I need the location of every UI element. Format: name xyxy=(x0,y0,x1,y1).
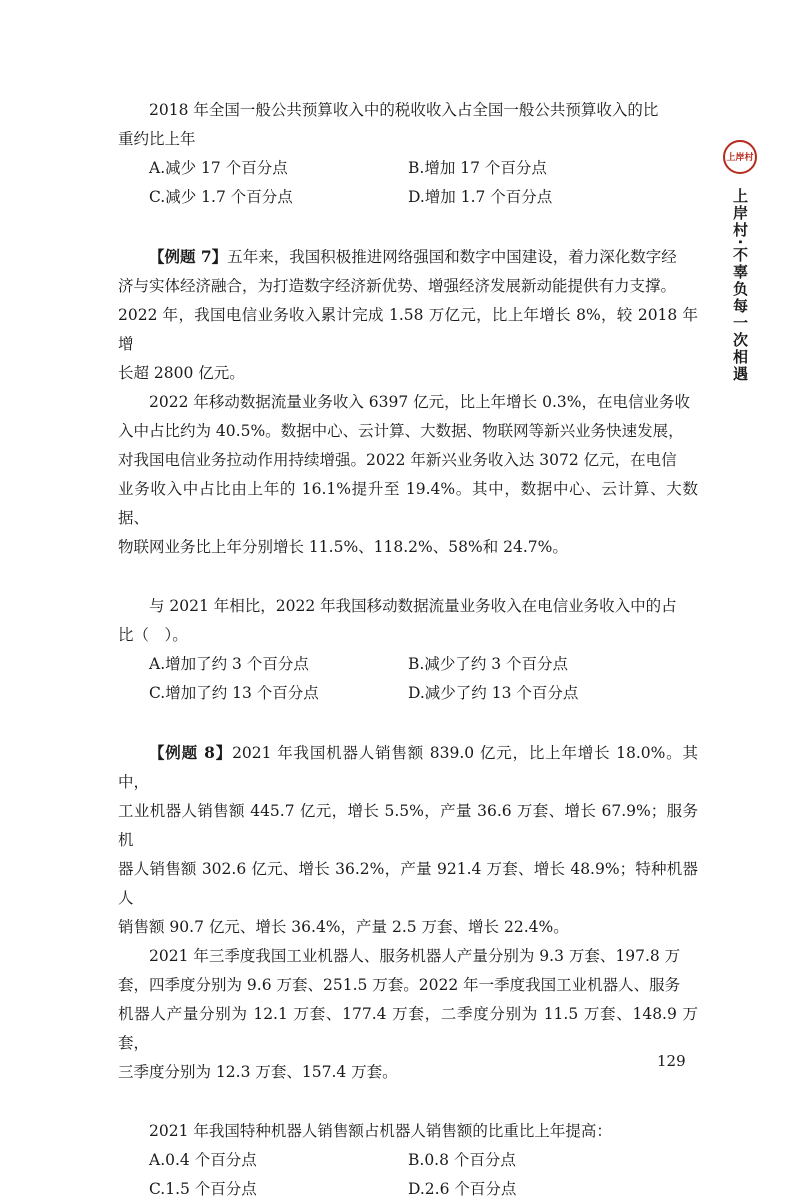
example-paragraph-line: 工业机器人销售额 445.7 亿元，增长 5.5%，产量 36.6 万套、增长 67.9%；服务机 xyxy=(118,802,698,849)
option-d: D.减少了约 13 个百分点 xyxy=(408,684,579,702)
question-2 xyxy=(118,592,698,708)
option-a: A.减少 17 个百分点 xyxy=(149,159,288,177)
example-paragraph-line: 入中占比约为 40.5%。数据中心、云计算、大数据、物联网等新兴业务快速发展， xyxy=(118,422,684,440)
example-paragraph-line xyxy=(118,738,698,797)
answer-options xyxy=(118,1146,698,1204)
example-paragraph-line: 长超 2800 亿元。 xyxy=(118,364,245,382)
option-d: D.增加 1.7 个百分点 xyxy=(408,188,553,206)
example-paragraph-line xyxy=(118,242,698,272)
question-stem-line: 重约比上年 xyxy=(118,130,196,148)
example-paragraph-line: 业务收入中占比由上年的 16.1%提升至 19.4%。其中，数据中心、云计算、大数据、 xyxy=(118,480,698,527)
brand-slogan: 上岸村·不辜负每一次相遇 xyxy=(731,188,749,383)
example-label: 【例题 7】 xyxy=(149,247,228,266)
example-text: 2021 年我国机器人销售额 839.0 亿元，比上年增长 18.0%。其中， xyxy=(118,744,698,791)
question-3 xyxy=(118,1117,698,1204)
option-c: C.增加了约 13 个百分点 xyxy=(149,684,319,702)
example-paragraph-line: 2022 年，我国电信业务收入累计完成 1.58 万亿元，比上年增长 8%，较 2018 年增 xyxy=(118,306,698,353)
example-paragraph-line: 物联网业务比上年分别增长 11.5%、118.2%、58%和 24.7%。 xyxy=(118,538,568,556)
page-number: 129 xyxy=(657,1052,686,1070)
example-paragraph-line: 器人销售额 302.6 亿元、增长 36.2%，产量 921.4 万套、增长 48.9%；特种机器人 xyxy=(118,860,698,907)
brand-seal-logo: 上岸村 xyxy=(723,140,757,174)
question-stem-line: 2021 年我国特种机器人销售额占机器人销售额的比重比上年提高： xyxy=(149,1122,612,1140)
option-a: A.增加了约 3 个百分点 xyxy=(149,655,309,673)
example-paragraph-line: 对我国电信业务拉动作用持续增强。2022 年新兴业务收入达 3072 亿元，在电信 xyxy=(118,451,677,469)
answer-options xyxy=(118,154,698,212)
option-d: D.2.6 个百分点 xyxy=(408,1180,517,1198)
example-paragraph-line: 2022 年移动数据流量业务收入 6397 亿元，比上年增长 0.3%，在电信业务收 xyxy=(149,393,690,411)
example-text: 五年来，我国积极推进网络强国和数字中国建设，着力深化数字经 xyxy=(227,248,677,266)
question-stem-line: 与 2021 年相比，2022 年我国移动数据流量业务收入在电信业务收入中的占 xyxy=(149,597,677,615)
example-label: 【例题 8】 xyxy=(149,743,233,762)
side-brand-tag xyxy=(720,140,760,383)
option-b: B.减少了约 3 个百分点 xyxy=(408,655,569,673)
example-paragraph-line: 2021 年三季度我国工业机器人、服务机器人产量分别为 9.3 万套、197.8 万 xyxy=(149,947,681,965)
example-paragraph-line: 销售额 90.7 亿元、增长 36.4%，产量 2.5 万套、增长 22.4%。 xyxy=(118,918,569,936)
example-paragraph-line: 机器人产量分别为 12.1 万套、177.4 万套，二季度分别为 11.5 万套、148.9 万套， xyxy=(118,1005,698,1052)
option-b: B.增加 17 个百分点 xyxy=(408,159,547,177)
option-c: C.减少 1.7 个百分点 xyxy=(149,188,293,206)
example-paragraph-line: 三季度分别为 12.3 万套、157.4 万套。 xyxy=(118,1063,398,1081)
example-8 xyxy=(118,738,698,1087)
option-c: C.1.5 个百分点 xyxy=(149,1180,257,1198)
example-paragraph-line: 济与实体经济融合，为打造数字经济新优势、增强经济发展新动能提供有力支撑。 xyxy=(118,277,677,295)
option-b: B.0.8 个百分点 xyxy=(408,1151,516,1169)
answer-options xyxy=(118,650,698,708)
page-content xyxy=(118,96,698,1204)
question-stem-line: 比（ ）。 xyxy=(118,626,188,644)
option-a: A.0.4 个百分点 xyxy=(149,1151,257,1169)
question-1 xyxy=(118,96,698,212)
example-paragraph-line: 套，四季度分别为 9.6 万套、251.5 万套。2022 年一季度我国工业机器人、服务 xyxy=(118,976,681,994)
example-7 xyxy=(118,242,698,562)
question-stem-line: 2018 年全国一般公共预算收入中的税收收入占全国一般公共预算收入的比 xyxy=(149,101,659,119)
